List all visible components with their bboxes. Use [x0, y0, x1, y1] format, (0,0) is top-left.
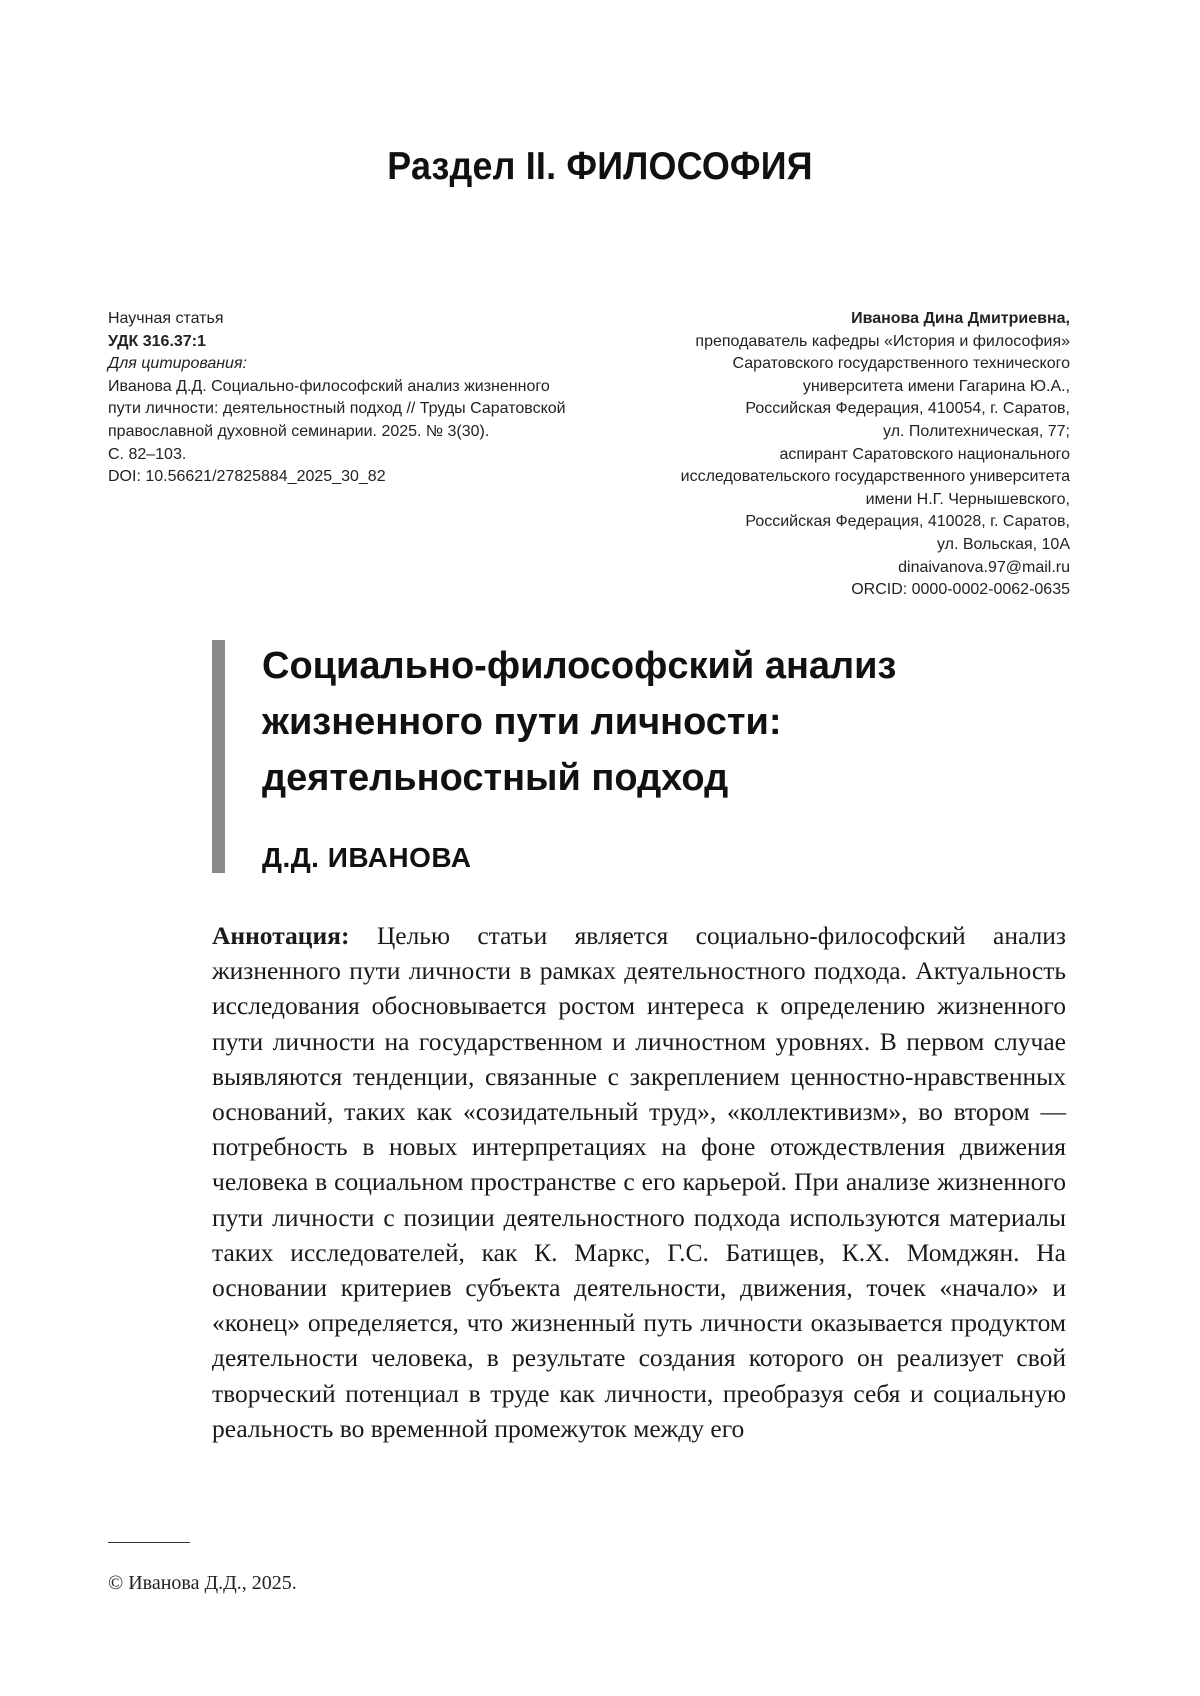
article-title-line: жизненного пути личности:: [262, 701, 782, 743]
author-info-line: университета имени Гагарина Ю.А.,: [802, 377, 1070, 395]
footnote-divider: [108, 1542, 190, 1543]
title-accent-bar: [212, 640, 225, 873]
article-title: [262, 638, 1062, 806]
author-info-line: ул. Вольская, 10А: [936, 535, 1070, 553]
author-info: [550, 308, 1070, 602]
section-heading: Раздел II. ФИЛОСОФИЯ: [387, 145, 813, 188]
author-info-line: аспирант Саратовского национального: [779, 445, 1070, 463]
citation-label: Для цитирования:: [108, 355, 247, 373]
abstract-label: Аннотация:: [212, 921, 350, 950]
abstract: [212, 918, 1066, 1446]
author-info-line: преподаватель кафедры «История и философия»: [695, 332, 1070, 350]
abstract-text: Целью статьи является социально-философский анализ жизненного пути личности в рамках деятельностного подхода. Актуальность исследования обосновывается ростом интереса к определению жизненного пути личности на государственном и личностном уровнях. В первом случае выявляются тенденции, связанные с закреплением ценностно-нравственных оснований, таких как «созидательный труд», «коллективизм», во втором — потребность в новых интерпретациях на фоне отождествления движения человека в социальном пространстве с его карьерой. При анализе жизненного пути личности с позиции деятельностного подхода используются материалы таких исследователей, как К. Маркс, Г.С. Батищев, К.Х. Момджян. На основании критериев субъекта деятельности, движения, точек «начало» и «конец» определяется, что жизненный путь личности оказывается продуктом деятельности человека, в результате создания которого он реализует свой творческий потенциал в труде как личности, преобразуя себя и социальную реальность во временной промежуток между его: [212, 921, 1066, 1443]
udk-code: УДК 316.37:1: [108, 332, 206, 350]
author-info-line: имени Н.Г. Чернышевского,: [865, 490, 1070, 508]
citation-line: С. 82–103.: [108, 445, 187, 463]
article-type: Научная статья: [108, 310, 224, 327]
article-author: Д.Д. ИВАНОВА: [262, 842, 472, 873]
author-info-line: ул. Политехническая, 77;: [883, 422, 1070, 440]
citation-line: пути личности: деятельностный подход // Труды Саратовской: [108, 400, 566, 418]
author-info-line: Саратовского государственного технического: [732, 355, 1070, 373]
citation-line: православной духовной семинарии. 2025. № 3(30).: [108, 422, 490, 440]
author-info-line: Российская Федерация, 410054, г. Саратов,: [745, 400, 1070, 418]
copyright-notice: © Иванова Д.Д., 2025.: [108, 1572, 297, 1594]
doi[interactable]: DOI: 10.56621/27825884_2025_30_82: [108, 468, 386, 486]
author-full-name: Иванова Дина Дмитриевна,: [851, 310, 1070, 327]
article-title-line: Социально-философский анализ: [262, 645, 897, 687]
article-title-line: деятельностный подход: [262, 757, 729, 799]
author-info-line: исследовательского государственного университета: [680, 468, 1070, 486]
author-email[interactable]: dinaivanova.97@mail.ru: [898, 558, 1070, 576]
citation-line: Иванова Д.Д. Социально-философский анализ жизненного: [108, 377, 550, 395]
author-orcid[interactable]: ORCID: 0000-0002-0062-0635: [851, 581, 1070, 599]
author-info-line: Российская Федерация, 410028, г. Саратов,: [745, 513, 1070, 531]
